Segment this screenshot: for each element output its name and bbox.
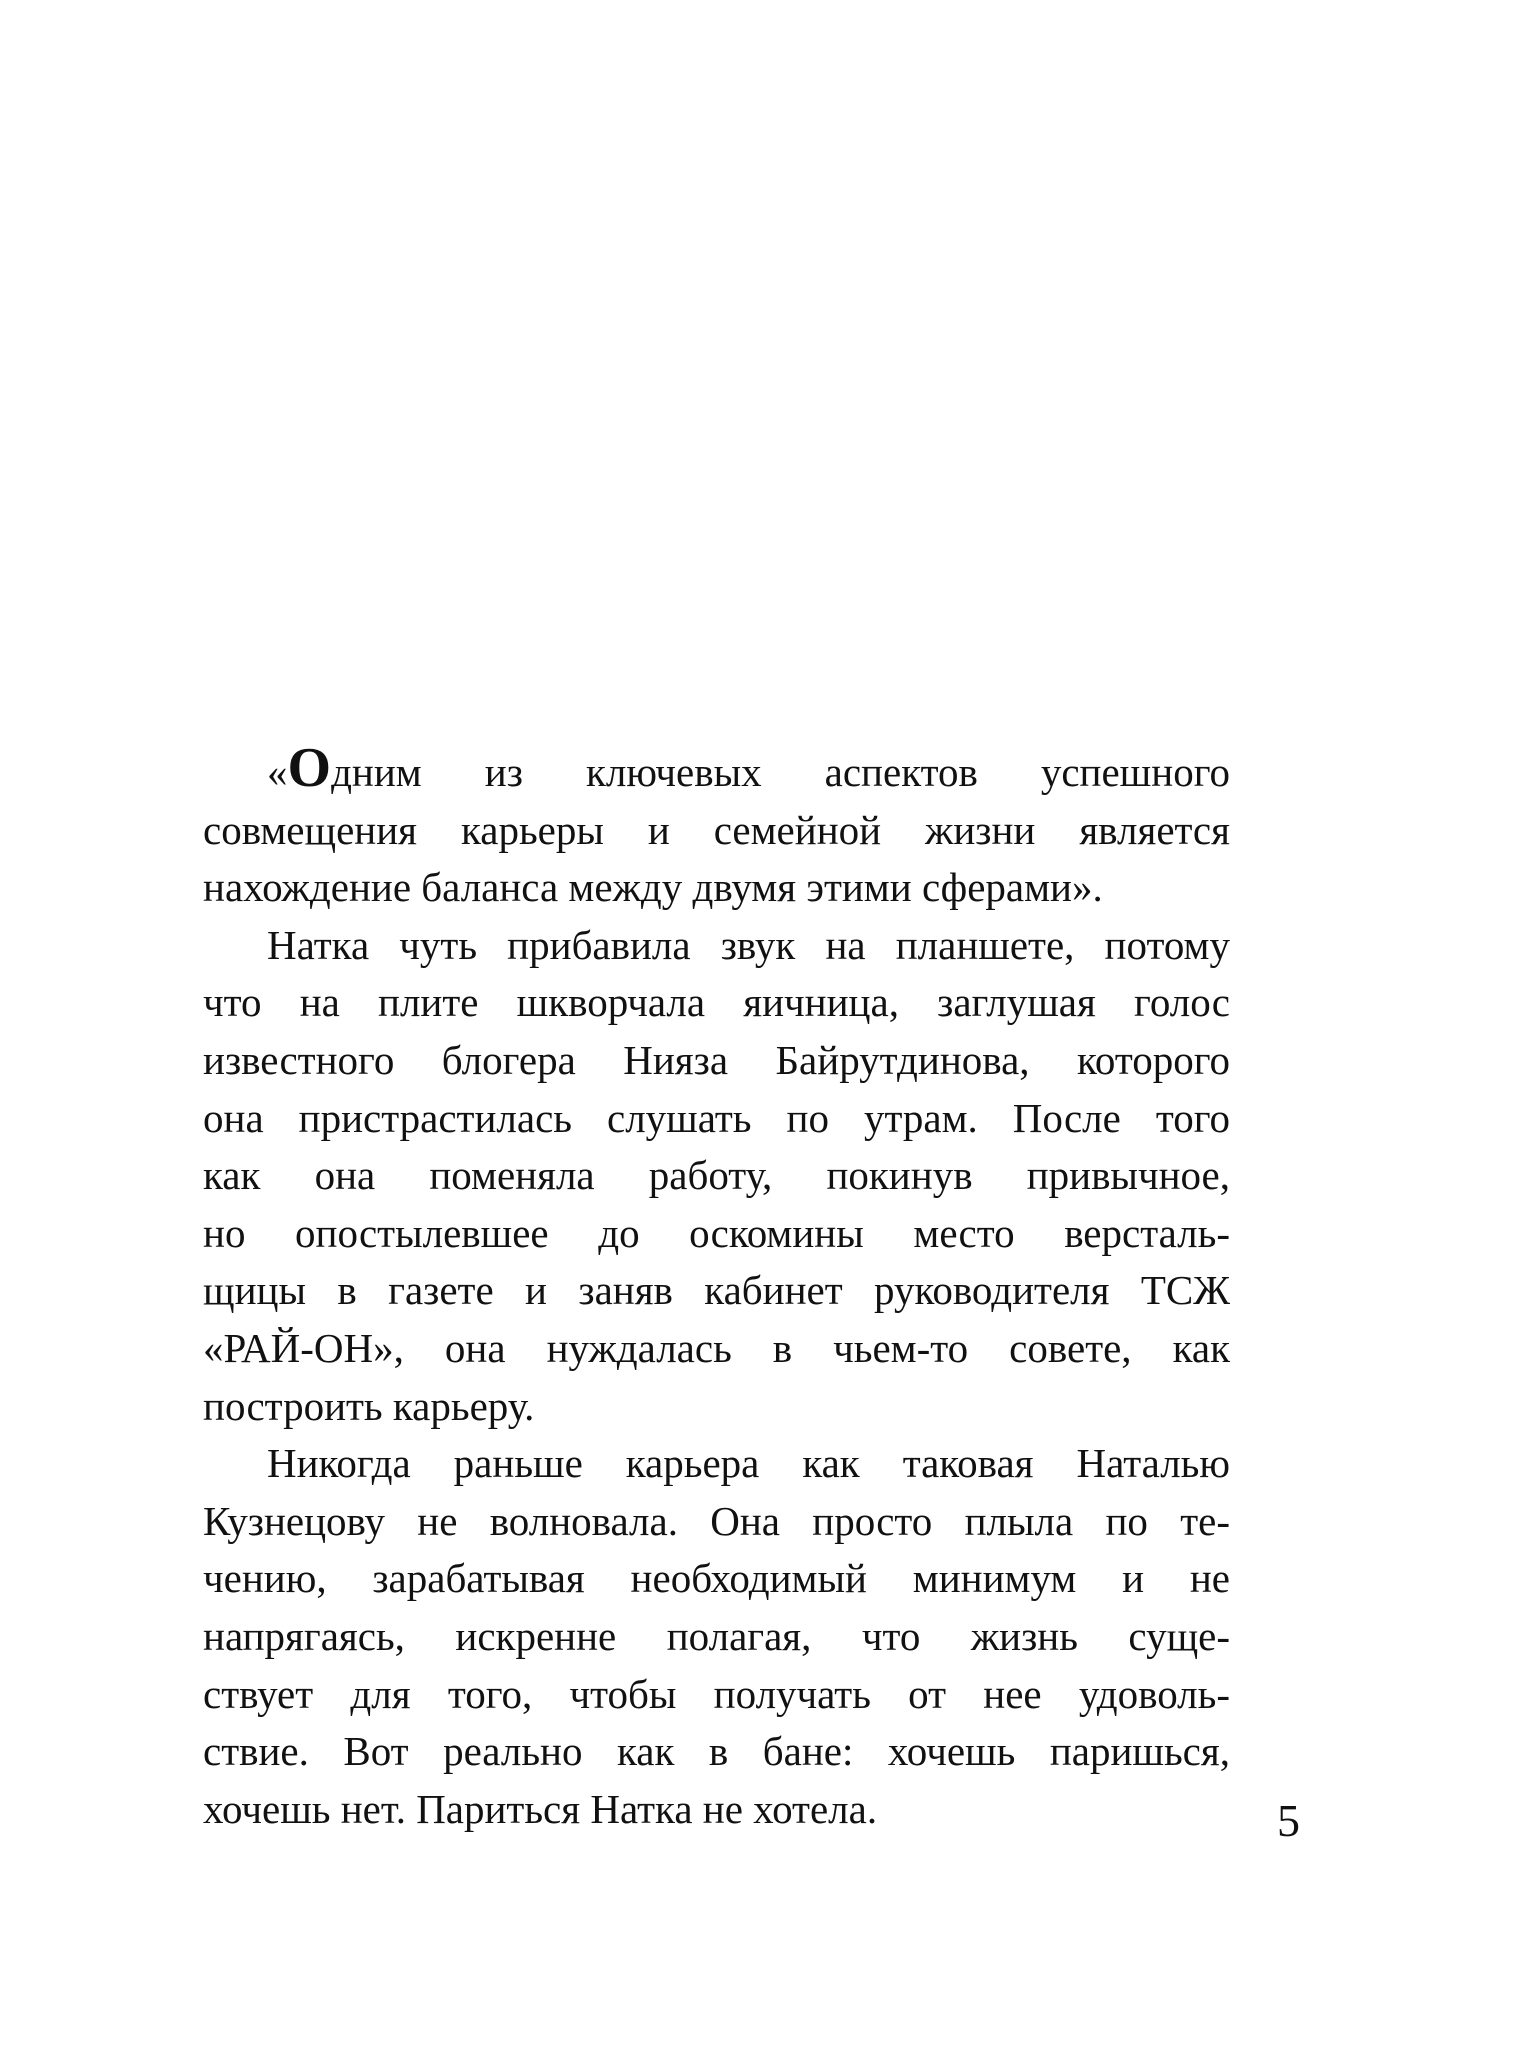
opening-quote: « bbox=[267, 749, 288, 795]
drop-cap-letter: О bbox=[287, 737, 332, 799]
text-line bbox=[203, 737, 1230, 802]
text-line: Натка чуть прибавила звук на планшете, потому bbox=[267, 921, 1230, 968]
text-line: хочешь нет. Париться Натка не хотела. bbox=[203, 1785, 878, 1832]
text-line: ствует для того, чтобы получать от нее удоволь- bbox=[203, 1670, 1230, 1717]
paragraph-3 bbox=[203, 1435, 1230, 1838]
paragraph-2 bbox=[203, 917, 1230, 1435]
text-line: нахождение баланса между двумя этими сферами». bbox=[203, 864, 1103, 911]
text-line: Никогда раньше карьера как таковая Наталью bbox=[267, 1440, 1230, 1487]
paragraph-1 bbox=[203, 737, 1230, 917]
text-line: как она поменяла работу, покинув привычное, bbox=[203, 1152, 1230, 1199]
page-number: 5 bbox=[1277, 1795, 1300, 1846]
text-line: чению, зарабатывая необходимый минимум и не bbox=[203, 1555, 1230, 1602]
text-line: известного блогера Нияза Байрутдинова, которого bbox=[203, 1036, 1230, 1083]
text-line: она пристрастилась слушать по утрам. После того bbox=[203, 1094, 1230, 1141]
text-line: ствие. Вот реально как в бане: хочешь паришься, bbox=[203, 1728, 1230, 1775]
text-line: «РАЙ-ОН», она нуждалась в чьем-то совете, как bbox=[203, 1324, 1230, 1371]
line-text: дним из ключевых аспектов успешного bbox=[331, 749, 1230, 795]
text-line: щицы в газете и заняв кабинет руководителя ТСЖ bbox=[203, 1267, 1230, 1314]
text-line: построить карьеру. bbox=[203, 1382, 535, 1429]
text-line: но опостылевшее до оскомины место версталь- bbox=[203, 1209, 1230, 1256]
text-line: напрягаясь, искренне полагая, что жизнь суще- bbox=[203, 1612, 1230, 1659]
text-line: что на плите шкворчала яичница, заглушая голос bbox=[203, 979, 1230, 1026]
text-line: Кузнецову не волновала. Она просто плыла по те- bbox=[203, 1497, 1230, 1544]
text-line: совмещения карьеры и семейной жизни является bbox=[203, 806, 1230, 853]
body-text bbox=[203, 737, 1230, 1838]
